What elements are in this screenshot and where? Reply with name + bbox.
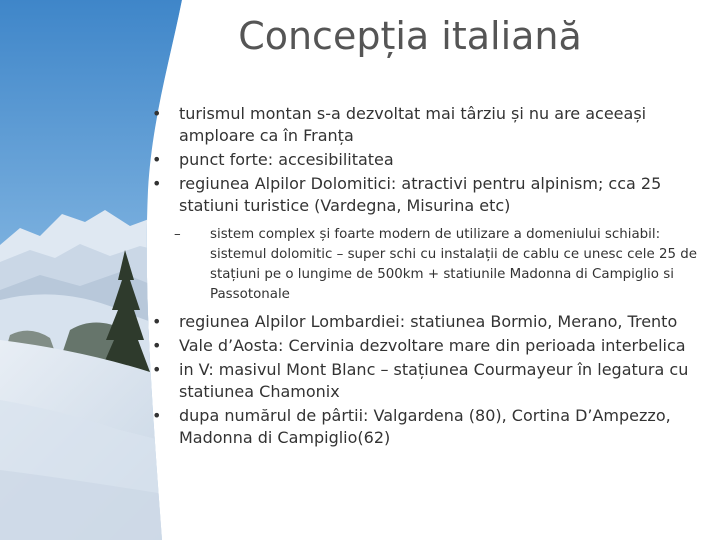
bullet-glyph: • [152,150,162,169]
list-item [152,149,714,171]
slide-title: Concepția italiană [238,14,582,58]
sub-list-item [152,225,714,305]
list-item [152,103,714,147]
bullet-glyph: • [152,174,162,193]
list-item [152,405,714,449]
bullet-list [152,103,714,451]
dash-glyph: – [174,227,181,242]
list-item-text: turismul montan s-a dezvoltat mai târziu și nu are aceeași amploare ca în Franța [179,104,647,145]
list-item [152,335,714,357]
list-item-text: regiunea Alpilor Lombardiei: statiunea Bormio, Merano, Trento [179,312,678,331]
bullet-glyph: • [152,312,162,331]
list-item [152,173,714,217]
list-item-text: Vale d’Aosta: Cervinia dezvoltare mare din perioada interbelica [179,336,686,355]
list-item-text: dupa numărul de pârtii: Valgardena (80), Cortina D’Ampezzo, Madonna di Campiglio(62) [179,406,671,447]
bullet-glyph: • [152,336,162,355]
list-item-text: in V: masivul Mont Blanc – stațiunea Courmayeur în legatura cu statiunea Chamonix [179,360,689,401]
bullet-glyph: • [152,406,162,425]
list-item [152,359,714,403]
sub-list-item-text: sistem complex și foarte modern de utilizare a domeniului schiabil: sistemul dolomitic – super schi cu instalații de cablu ce unesc cele 25 de stațiuni pe o lungime de 500km + statiunile Madonna di Campiglio si Passotonale [210,227,698,302]
list-item [152,311,714,333]
bullet-glyph: • [152,360,162,379]
bullet-glyph: • [152,104,162,123]
list-item-text: regiunea Alpilor Dolomitici: atractivi pentru alpinism; cca 25 statiuni turistice (Vardegna, Misurina etc) [179,174,662,215]
list-item-text: punct forte: accesibilitatea [179,150,394,169]
